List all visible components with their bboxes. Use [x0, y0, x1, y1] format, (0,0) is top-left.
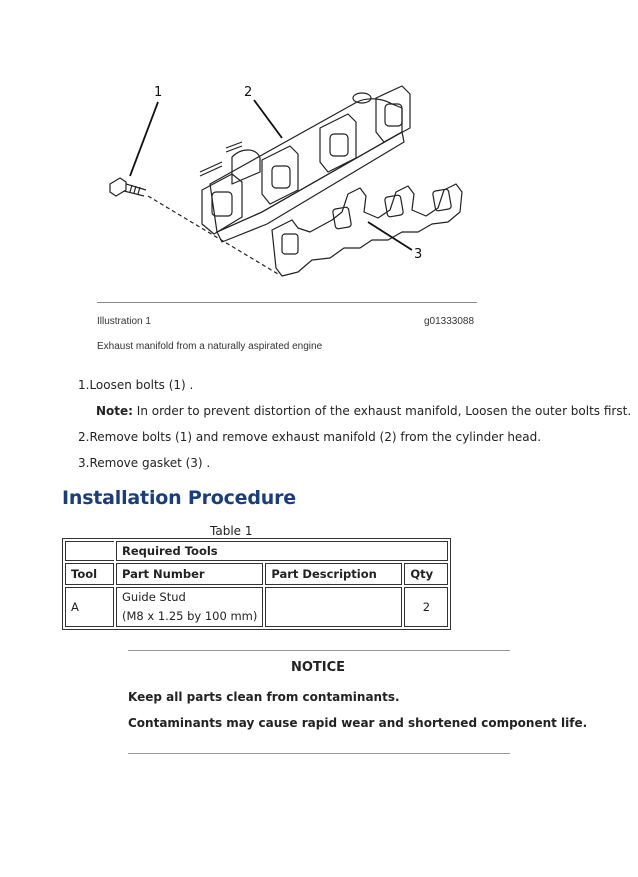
notice-line-1: Keep all parts clean from contaminants.	[128, 690, 400, 704]
step-text: Loosen bolts (1) .	[89, 378, 194, 392]
table-title: Table 1	[210, 524, 253, 538]
notice-top-rule	[128, 650, 510, 651]
cell-tool: A	[65, 587, 114, 627]
step-text: Remove gasket (3) .	[89, 456, 211, 470]
callout-3: 3	[414, 247, 423, 262]
step-3	[78, 456, 210, 470]
step-number: 1.	[78, 378, 90, 392]
leader-1	[130, 102, 158, 176]
cell-part-description	[265, 587, 402, 627]
required-tools-table	[62, 538, 451, 630]
notice-title: NOTICE	[291, 660, 346, 675]
note	[96, 404, 631, 418]
step-text: Remove bolts (1) and remove exhaust manifold (2) from the cylinder head.	[89, 430, 542, 444]
figure-caption-text: Exhaust manifold from a naturally aspirated engine	[97, 341, 323, 352]
manifold-body	[210, 99, 402, 232]
cell-qty: 2	[404, 587, 448, 627]
step-number: 3.	[78, 456, 90, 470]
cell-part-number	[116, 587, 263, 627]
outlet-flange	[232, 150, 260, 184]
callout-2: 2	[244, 85, 253, 100]
gasket-3	[272, 184, 462, 276]
callout-1: 1	[154, 85, 163, 100]
cell-desc-line1: Guide Stud	[122, 590, 186, 604]
figure-caption-label: Illustration 1	[97, 316, 151, 327]
exhaust-manifold-illustration	[92, 72, 492, 287]
cell-desc-line2: (M8 x 1.25 by 100 mm)	[122, 609, 258, 623]
manifold-end-cap	[353, 93, 371, 103]
table-row	[65, 587, 448, 627]
figure-caption-id: g01333088	[424, 316, 475, 327]
step-number: 2.	[78, 430, 90, 444]
note-label: Note:	[96, 404, 133, 418]
col-header-part-description: Part Description	[265, 563, 402, 585]
figure-rule	[97, 302, 477, 303]
leader-3	[368, 222, 412, 250]
note-text: In order to prevent distortion of the exhaust manifold, Loosen the outer bolts first.	[132, 404, 632, 418]
bolt-1	[110, 178, 146, 196]
manifold-flanges	[202, 86, 410, 234]
studs	[200, 142, 242, 176]
step-1	[78, 378, 193, 392]
manifold-body-lower	[217, 132, 404, 242]
notice-line-2: Contaminants may cause rapid wear and shortened component life.	[128, 716, 588, 730]
col-header-part-number: Part Number	[116, 563, 263, 585]
leader-2	[254, 100, 282, 138]
col-header-qty: Qty	[404, 563, 448, 585]
section-heading: Installation Procedure	[62, 487, 296, 509]
table-group-header: Required Tools	[116, 541, 448, 561]
col-header-tool: Tool	[65, 563, 114, 585]
step-2	[78, 430, 541, 444]
table-group-spacer	[65, 541, 114, 561]
notice-bottom-rule	[128, 753, 510, 754]
